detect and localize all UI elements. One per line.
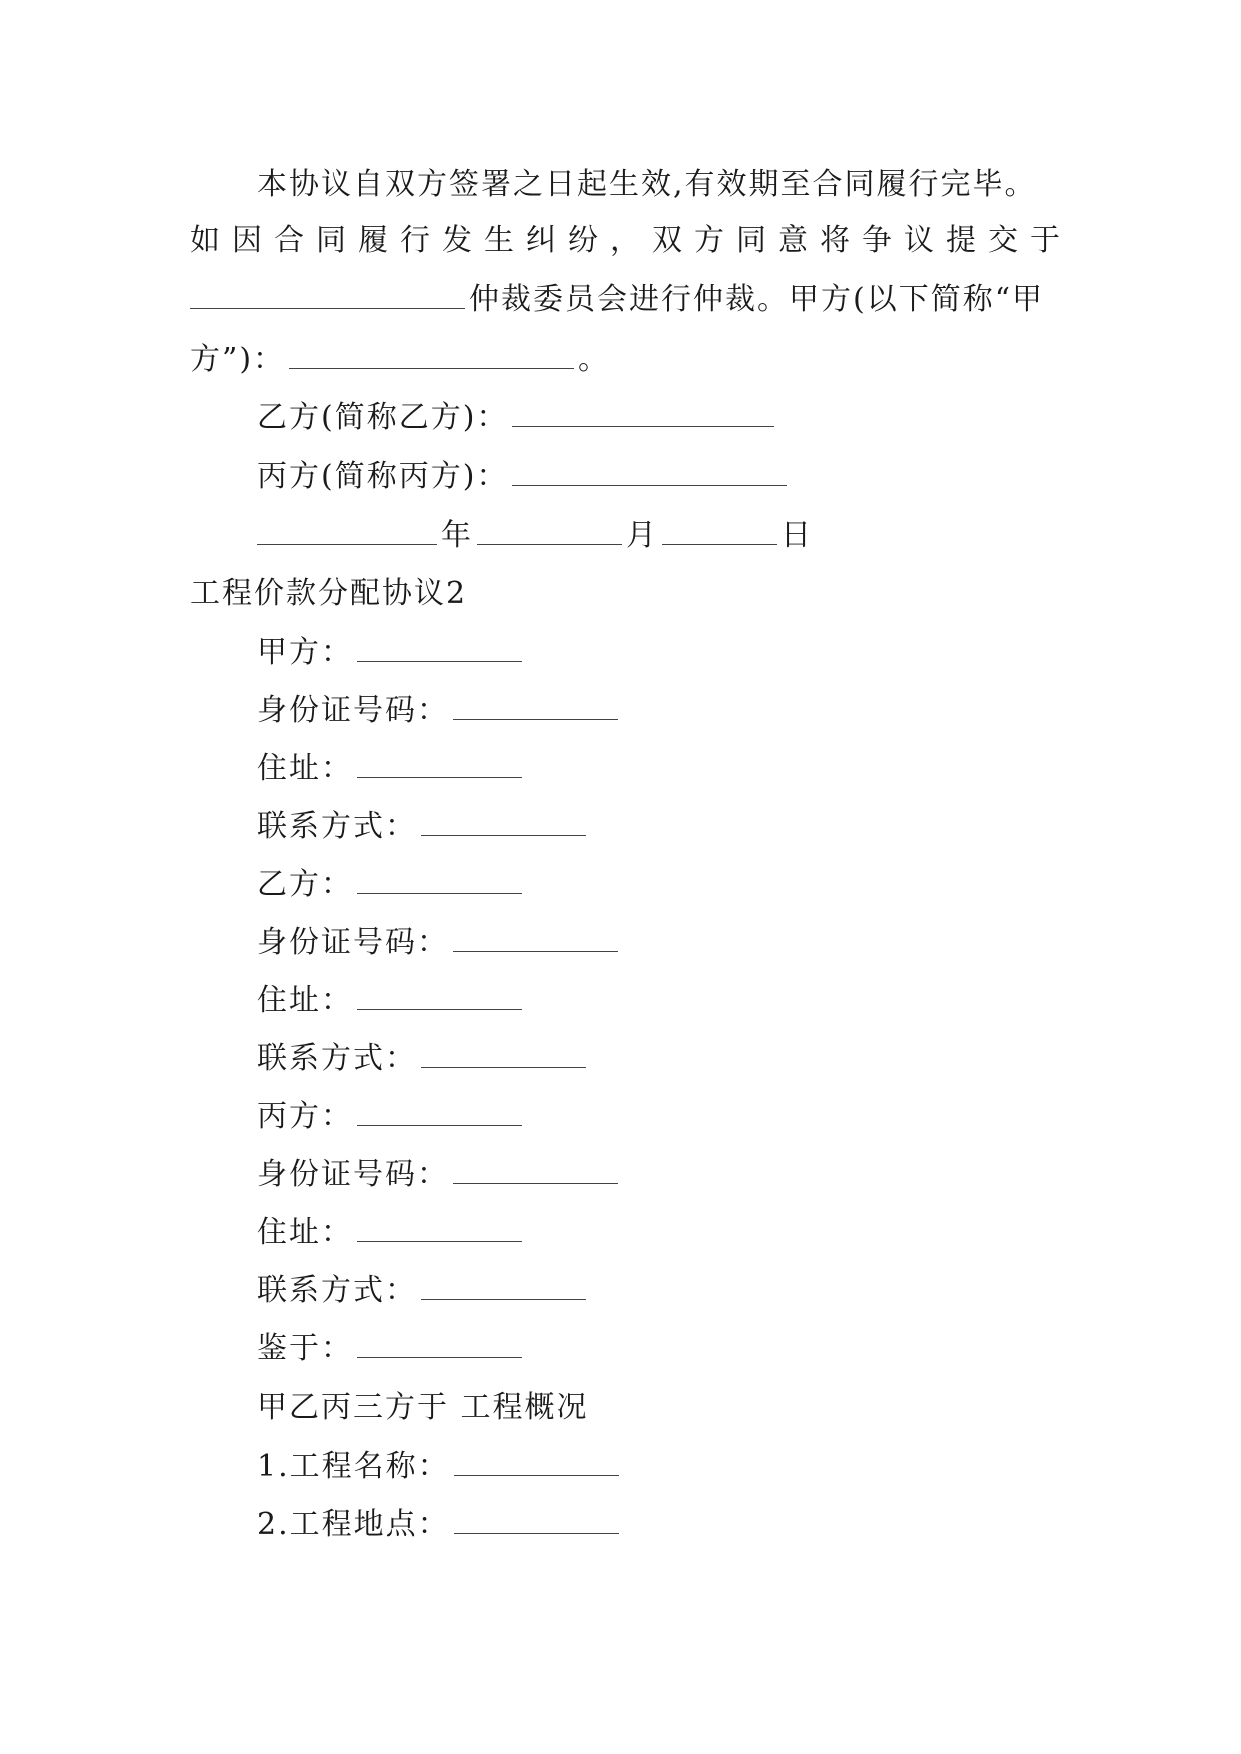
- date-line: [257, 512, 813, 560]
- party-field-row: [257, 687, 622, 735]
- party-field-blank[interactable]: [357, 863, 522, 894]
- party-field-label: 联系方式：: [257, 809, 417, 844]
- year-label: 年: [441, 518, 473, 553]
- paragraph-line-3: [190, 276, 1044, 324]
- party-field-row: [257, 745, 526, 793]
- party-field-label: 身份证号码：: [257, 693, 449, 728]
- party-field-blank[interactable]: [421, 805, 586, 836]
- party-field-blank[interactable]: [357, 631, 522, 662]
- party-field-row: [257, 803, 590, 851]
- party-field-label: 联系方式：: [257, 1041, 417, 1076]
- party-field-label: 鉴于：: [257, 1331, 353, 1366]
- month-blank[interactable]: [477, 514, 622, 545]
- party-field-row: [257, 1151, 622, 1199]
- party-field-label: 身份证号码：: [257, 1157, 449, 1192]
- overview-item-row: [257, 1501, 623, 1549]
- paragraph-text: 仲裁委员会进行仲裁。甲方(以下简称“甲: [469, 282, 1045, 317]
- party-field-row: [257, 861, 526, 909]
- party-field-blank[interactable]: [453, 921, 618, 952]
- party-field-label: 甲方：: [257, 635, 353, 670]
- party-field-row: [257, 1035, 590, 1083]
- party-field-label: 乙方：: [257, 867, 353, 902]
- overview-item-label: 2.工程地点：: [257, 1507, 450, 1542]
- party-field-row: [257, 977, 526, 1025]
- section-title: [190, 570, 467, 618]
- party-field-blank[interactable]: [453, 1153, 618, 1184]
- party-field-label: 联系方式：: [257, 1273, 417, 1308]
- party-field-row: [257, 1209, 526, 1257]
- party-field-row: [257, 1267, 590, 1315]
- overview-item-blank[interactable]: [454, 1445, 619, 1476]
- party-b-blank[interactable]: [512, 396, 774, 427]
- paragraph-text: 如因合同履行发生纠纷，双方同意将争议提交于: [190, 223, 1072, 258]
- party-field-blank[interactable]: [357, 979, 522, 1010]
- party-field-blank[interactable]: [421, 1269, 586, 1300]
- party-c-label: 丙方(简称丙方)：: [257, 459, 509, 494]
- paragraph-line-2: [190, 217, 1072, 265]
- party-field-blank[interactable]: [357, 1327, 522, 1358]
- party-field-label: 住址：: [257, 751, 353, 786]
- overview-heading-text: 甲乙丙三方于 工程概况: [257, 1390, 589, 1425]
- party-b-label: 乙方(简称乙方)：: [257, 400, 509, 435]
- arbitration-committee-blank[interactable]: [190, 278, 465, 309]
- party-field-row: [257, 1325, 526, 1373]
- party-field-blank[interactable]: [453, 689, 618, 720]
- party-field-label: 住址：: [257, 983, 353, 1018]
- overview-item-row: [257, 1443, 623, 1491]
- party-b-signature-line: [257, 394, 778, 442]
- party-field-label: 身份证号码：: [257, 925, 449, 960]
- overview-heading: [257, 1384, 589, 1432]
- party-field-blank[interactable]: [357, 747, 522, 778]
- paragraph-line-4: [190, 336, 610, 384]
- section-title-text: 工程价款分配协议2: [190, 576, 468, 611]
- paragraph-line-1: [257, 161, 1037, 209]
- party-field-row: [257, 919, 622, 967]
- day-blank[interactable]: [662, 514, 777, 545]
- paragraph-text: 。: [578, 342, 611, 377]
- party-c-blank[interactable]: [512, 455, 787, 486]
- year-blank[interactable]: [257, 514, 437, 545]
- party-field-row: [257, 629, 526, 677]
- paragraph-text: 本协议自双方签署之日起生效,有效期至合同履行完毕。: [257, 167, 1037, 202]
- party-field-row: [257, 1093, 526, 1141]
- overview-item-blank[interactable]: [454, 1503, 619, 1534]
- overview-item-label: 1.工程名称：: [257, 1449, 450, 1484]
- party-field-blank[interactable]: [421, 1037, 586, 1068]
- party-field-label: 住址：: [257, 1215, 353, 1250]
- paragraph-text: 方”)：: [190, 342, 286, 377]
- party-field-blank[interactable]: [357, 1095, 522, 1126]
- party-field-blank[interactable]: [357, 1211, 522, 1242]
- day-label: 日: [781, 518, 813, 553]
- party-a-name-blank[interactable]: [289, 338, 574, 369]
- party-field-label: 丙方：: [257, 1099, 353, 1134]
- party-c-signature-line: [257, 453, 791, 501]
- month-label: 月: [626, 518, 658, 553]
